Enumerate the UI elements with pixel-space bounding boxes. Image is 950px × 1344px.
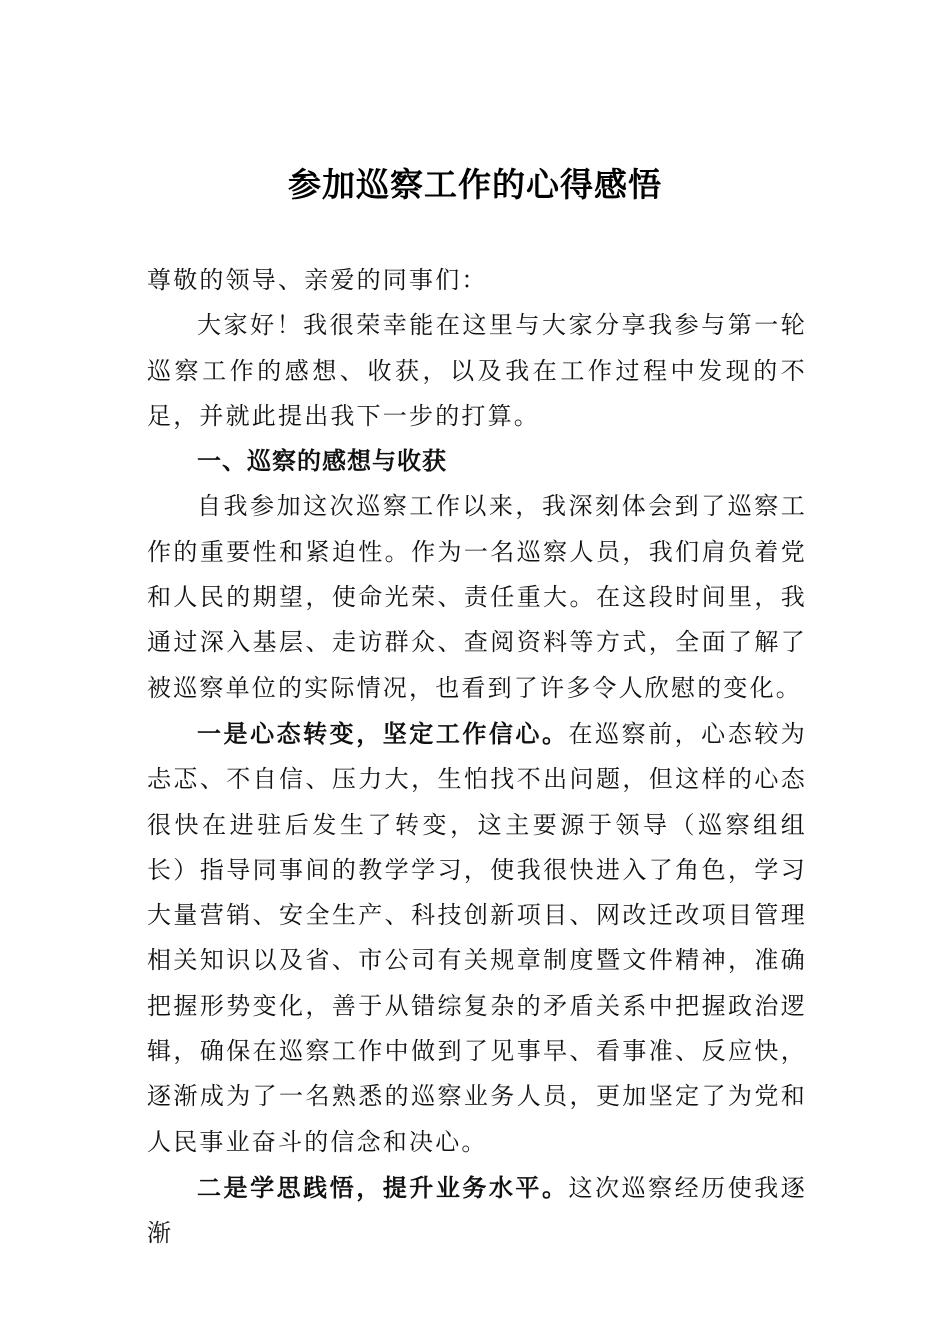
- point-one-lead: 一是心态转变，坚定工作信心。: [197, 718, 569, 748]
- section-heading: 一、巡察的感想与收获: [197, 447, 447, 476]
- point-one-text: 在巡察前，心态较为忐忑、不自信、压力大，生怕找不出问题，但这样的心态很快在进驻后发生了转变，这主要源于领导（巡察组组长）指导同事间的教学学习，使我很快进入了角色，学习大量营销、安全生产、科技创新项目、网改迁改项目管理相关知识以及省、市公司有关规章制度暨文件精神，准确把握形势变化，善于从错综复杂的矛盾关系中把握政治逻辑，确保在巡察工作中做到了见事早、看事准、反应快，逐渐成为了一名熟悉的巡察业务人员，更加坚定了为党和人民事业奋斗的信念和决心。: [147, 719, 807, 1156]
- point-two-lead: 二是学思践悟，提升业务水平。: [197, 1172, 569, 1202]
- intro-paragraph: 大家好！我很荣幸能在这里与大家分享我参与第一轮巡察工作的感想、收获，以及我在工作过程中发现的不足，并就此提出我下一步的打算。: [147, 311, 807, 430]
- point-one-paragraph: [147, 711, 807, 1165]
- point-two-text: 这次巡察经历使我逐渐: [147, 1173, 807, 1248]
- section-paragraph: 自我参加这次巡察工作以来，我深刻体会到了巡察工作的重要性和紧迫性。作为一名巡察人员，我们肩负着党和人民的期望，使命光荣、责任重大。在这段时间里，我通过深入基层、走访群众、查阅资料等方式，全面了解了被巡察单位的实际情况，也看到了许多令人欣慰的变化。: [147, 492, 807, 702]
- document-body: [147, 258, 807, 1257]
- salutation: 尊敬的领导、亲爱的同事们：: [147, 266, 488, 294]
- document-title: 参加巡察工作的心得感悟: [288, 165, 662, 204]
- point-two-paragraph: [147, 1165, 807, 1257]
